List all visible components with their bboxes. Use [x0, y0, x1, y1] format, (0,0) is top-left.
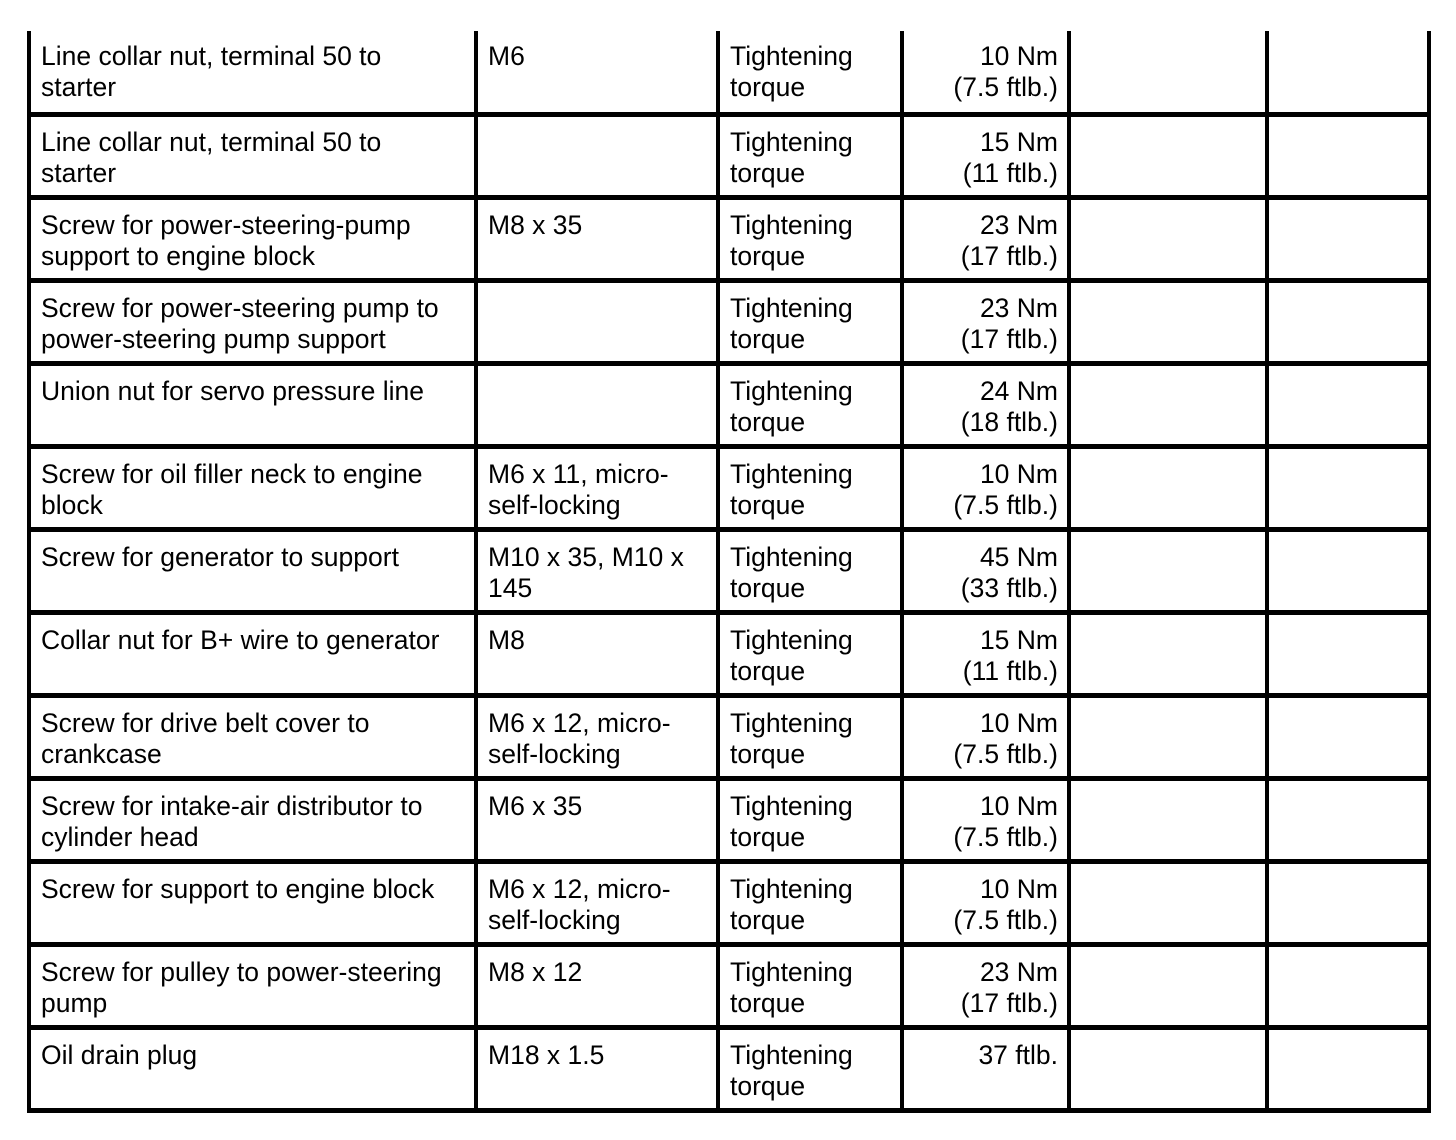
empty-cell-1 — [1069, 861, 1267, 944]
size-text-line: M8 — [488, 624, 525, 655]
spec-type-text-line: torque — [730, 572, 806, 603]
torque-value-text-line: 10 Nm — [979, 458, 1058, 489]
empty-cell-2 — [1267, 778, 1429, 861]
size-cell — [476, 446, 718, 529]
empty-cell-1 — [1069, 778, 1267, 861]
component-text-line: starter — [41, 157, 117, 188]
empty-cell-1 — [1069, 197, 1267, 280]
empty-cell-1 — [1069, 529, 1267, 612]
spec-type-text-line: Tightening — [730, 1039, 853, 1070]
component-text-line: Screw for intake-air distributor to — [41, 790, 423, 821]
component-text-line: Line collar nut, terminal 50 to — [41, 126, 382, 157]
spec-type-text-line: Tightening — [730, 41, 853, 71]
size-text-line: self-locking — [488, 738, 621, 769]
size-text-line: self-locking — [488, 904, 621, 935]
size-text-line: 145 — [488, 572, 533, 603]
spec-type-cell — [718, 197, 902, 280]
component-cell — [29, 529, 476, 612]
empty-cell-1 — [1069, 695, 1267, 778]
torque-value-cell — [902, 363, 1069, 446]
empty-cell-1 — [1069, 1027, 1267, 1110]
empty-cell-2 — [1267, 944, 1429, 1027]
component-cell — [29, 778, 476, 861]
spec-type-cell — [718, 529, 902, 612]
spec-type-text-line: torque — [730, 904, 806, 935]
torque-value-text-line: (17 ftlb.) — [960, 240, 1058, 271]
size-cell — [476, 944, 718, 1027]
component-text-line: pump — [41, 987, 108, 1018]
torque-value-text-line: 10 Nm — [979, 873, 1058, 904]
component-text-line: Screw for support to engine block — [41, 873, 435, 904]
spec-type-text-line: torque — [730, 738, 806, 769]
spec-type-text-line: Tightening — [730, 956, 853, 987]
spec-type-text-line: Tightening — [730, 707, 853, 738]
spec-type-cell — [718, 695, 902, 778]
empty-cell-1 — [1069, 446, 1267, 529]
torque-spec-table — [27, 31, 1431, 1113]
torque-value-text-line: (17 ftlb.) — [960, 987, 1058, 1018]
component-cell — [29, 612, 476, 695]
spec-type-cell — [718, 778, 902, 861]
component-cell — [29, 114, 476, 197]
torque-value-text-line: 10 Nm — [979, 41, 1058, 71]
torque-value-cell — [902, 1027, 1069, 1110]
empty-cell-1 — [1069, 363, 1267, 446]
torque-value-text-line: 23 Nm — [979, 292, 1058, 323]
component-cell — [29, 944, 476, 1027]
empty-cell-1 — [1069, 31, 1267, 114]
spec-type-text-line: Tightening — [730, 624, 853, 655]
empty-cell-1 — [1069, 944, 1267, 1027]
torque-value-cell — [902, 31, 1069, 114]
torque-value-text-line: 23 Nm — [979, 209, 1058, 240]
table-row — [29, 861, 1429, 944]
torque-value-cell — [902, 778, 1069, 861]
spec-type-cell — [718, 861, 902, 944]
spec-type-cell — [718, 446, 902, 529]
spec-type-text-line: torque — [730, 323, 806, 354]
spec-type-text-line: Tightening — [730, 126, 853, 157]
spec-type-text-line: torque — [730, 987, 806, 1018]
torque-value-text-line: (7.5 ftlb.) — [953, 904, 1058, 935]
component-cell — [29, 861, 476, 944]
size-text-line: M10 x 35, M10 x — [488, 541, 684, 572]
empty-cell-1 — [1069, 280, 1267, 363]
spec-type-text-line: Tightening — [730, 873, 853, 904]
size-text-line: M6 x 11, micro- — [488, 458, 669, 489]
size-text-line: M6 x 12, micro- — [488, 707, 671, 738]
component-text-line: crankcase — [41, 738, 162, 769]
size-text-line: M6 x 12, micro- — [488, 873, 671, 904]
torque-value-text-line: (7.5 ftlb.) — [953, 72, 1058, 102]
empty-cell-2 — [1267, 612, 1429, 695]
component-text-line: starter — [41, 72, 117, 102]
empty-cell-2 — [1267, 363, 1429, 446]
torque-value-text-line: 10 Nm — [979, 707, 1058, 738]
spec-type-cell — [718, 944, 902, 1027]
spec-type-text-line: torque — [730, 1070, 806, 1101]
torque-value-cell — [902, 861, 1069, 944]
torque-value-text-line: (33 ftlb.) — [960, 572, 1058, 603]
size-text-line: M18 x 1.5 — [488, 1039, 605, 1070]
component-text-line: Screw for pulley to power-steering — [41, 956, 442, 987]
component-text-line: Screw for generator to support — [41, 541, 399, 572]
torque-value-cell — [902, 197, 1069, 280]
spec-type-cell — [718, 114, 902, 197]
spec-type-cell — [718, 280, 902, 363]
spec-type-cell — [718, 363, 902, 446]
spec-type-text-line: torque — [730, 157, 806, 188]
component-text-line: Screw for power-steering pump to — [41, 292, 439, 323]
torque-value-text-line: 15 Nm — [979, 624, 1058, 655]
table-row — [29, 446, 1429, 529]
component-text-line: support to engine block — [41, 240, 316, 271]
component-cell — [29, 363, 476, 446]
size-cell — [476, 363, 718, 446]
torque-value-text-line: (7.5 ftlb.) — [953, 738, 1058, 769]
spec-type-text-line: torque — [730, 489, 806, 520]
spec-type-text-line: Tightening — [730, 292, 853, 323]
size-text-line: M6 x 35 — [488, 790, 583, 821]
size-cell — [476, 778, 718, 861]
component-text-line: Screw for drive belt cover to — [41, 707, 370, 738]
component-text-line: Screw for power-steering-pump — [41, 209, 411, 240]
size-cell — [476, 612, 718, 695]
table-row — [29, 695, 1429, 778]
table-row — [29, 197, 1429, 280]
component-text-line: power-steering pump support — [41, 323, 386, 354]
spec-type-text-line: torque — [730, 655, 806, 686]
component-cell — [29, 1027, 476, 1110]
spec-type-text-line: Tightening — [730, 209, 853, 240]
empty-cell-2 — [1267, 114, 1429, 197]
size-cell — [476, 861, 718, 944]
size-cell — [476, 114, 718, 197]
torque-value-cell — [902, 612, 1069, 695]
torque-value-text-line: (11 ftlb.) — [962, 157, 1058, 188]
size-cell — [476, 197, 718, 280]
table-body — [29, 31, 1429, 1110]
component-cell — [29, 31, 476, 114]
torque-value-text-line: (17 ftlb.) — [960, 323, 1058, 354]
torque-value-text-line: 45 Nm — [979, 541, 1058, 572]
empty-cell-2 — [1267, 280, 1429, 363]
component-cell — [29, 446, 476, 529]
torque-value-text-line: 37 ftlb. — [978, 1039, 1058, 1070]
torque-value-text-line: 24 Nm — [979, 375, 1058, 406]
spec-type-cell — [718, 1027, 902, 1110]
spec-type-cell — [718, 31, 902, 114]
component-text-line: Union nut for servo pressure line — [41, 375, 424, 406]
component-cell — [29, 197, 476, 280]
size-text-line: M8 x 12 — [488, 956, 583, 987]
component-text-line: Screw for oil filler neck to engine — [41, 458, 423, 489]
size-cell — [476, 280, 718, 363]
empty-cell-2 — [1267, 197, 1429, 280]
empty-cell-2 — [1267, 529, 1429, 612]
table-row — [29, 778, 1429, 861]
torque-value-cell — [902, 446, 1069, 529]
spec-type-text-line: Tightening — [730, 790, 853, 821]
empty-cell-2 — [1267, 1027, 1429, 1110]
empty-cell-2 — [1267, 446, 1429, 529]
spec-type-text-line: Tightening — [730, 375, 853, 406]
spec-type-text-line: torque — [730, 821, 806, 852]
spec-type-text-line: Tightening — [730, 458, 853, 489]
spec-type-text-line: torque — [730, 72, 806, 102]
component-text-line: cylinder head — [41, 821, 199, 852]
empty-cell-2 — [1267, 861, 1429, 944]
spec-type-cell — [718, 612, 902, 695]
table-row — [29, 114, 1429, 197]
torque-value-cell — [902, 114, 1069, 197]
table-row — [29, 280, 1429, 363]
torque-value-text-line: 15 Nm — [979, 126, 1058, 157]
empty-cell-2 — [1267, 31, 1429, 114]
table-row — [29, 944, 1429, 1027]
component-text-line: Line collar nut, terminal 50 to — [41, 41, 382, 71]
table-row — [29, 363, 1429, 446]
torque-value-text-line: (7.5 ftlb.) — [953, 821, 1058, 852]
torque-value-cell — [902, 280, 1069, 363]
component-text-line: Oil drain plug — [41, 1039, 198, 1070]
torque-value-cell — [902, 944, 1069, 1027]
torque-value-text-line: 23 Nm — [979, 956, 1058, 987]
table-row — [29, 1027, 1429, 1110]
component-text-line: block — [41, 489, 103, 520]
component-cell — [29, 695, 476, 778]
spec-type-text-line: torque — [730, 406, 806, 437]
size-text-line: M6 — [488, 41, 525, 71]
torque-value-cell — [902, 529, 1069, 612]
component-cell — [29, 280, 476, 363]
size-cell — [476, 1027, 718, 1110]
spec-type-text-line: Tightening — [730, 541, 853, 572]
size-cell — [476, 31, 718, 114]
torque-value-text-line: (11 ftlb.) — [962, 655, 1058, 686]
torque-value-text-line: (18 ftlb.) — [960, 406, 1058, 437]
torque-value-text-line: 10 Nm — [979, 790, 1058, 821]
size-text-line: M8 x 35 — [488, 209, 583, 240]
empty-cell-1 — [1069, 612, 1267, 695]
empty-cell-1 — [1069, 114, 1267, 197]
torque-value-text-line: (7.5 ftlb.) — [953, 489, 1058, 520]
torque-value-cell — [902, 695, 1069, 778]
document-page — [27, 31, 1427, 1113]
table-row — [29, 31, 1429, 114]
table-row — [29, 612, 1429, 695]
size-text-line: self-locking — [488, 489, 621, 520]
component-text-line: Collar nut for B+ wire to generator — [41, 624, 440, 655]
table-row — [29, 529, 1429, 612]
spec-type-text-line: torque — [730, 240, 806, 271]
empty-cell-2 — [1267, 695, 1429, 778]
size-cell — [476, 529, 718, 612]
size-cell — [476, 695, 718, 778]
